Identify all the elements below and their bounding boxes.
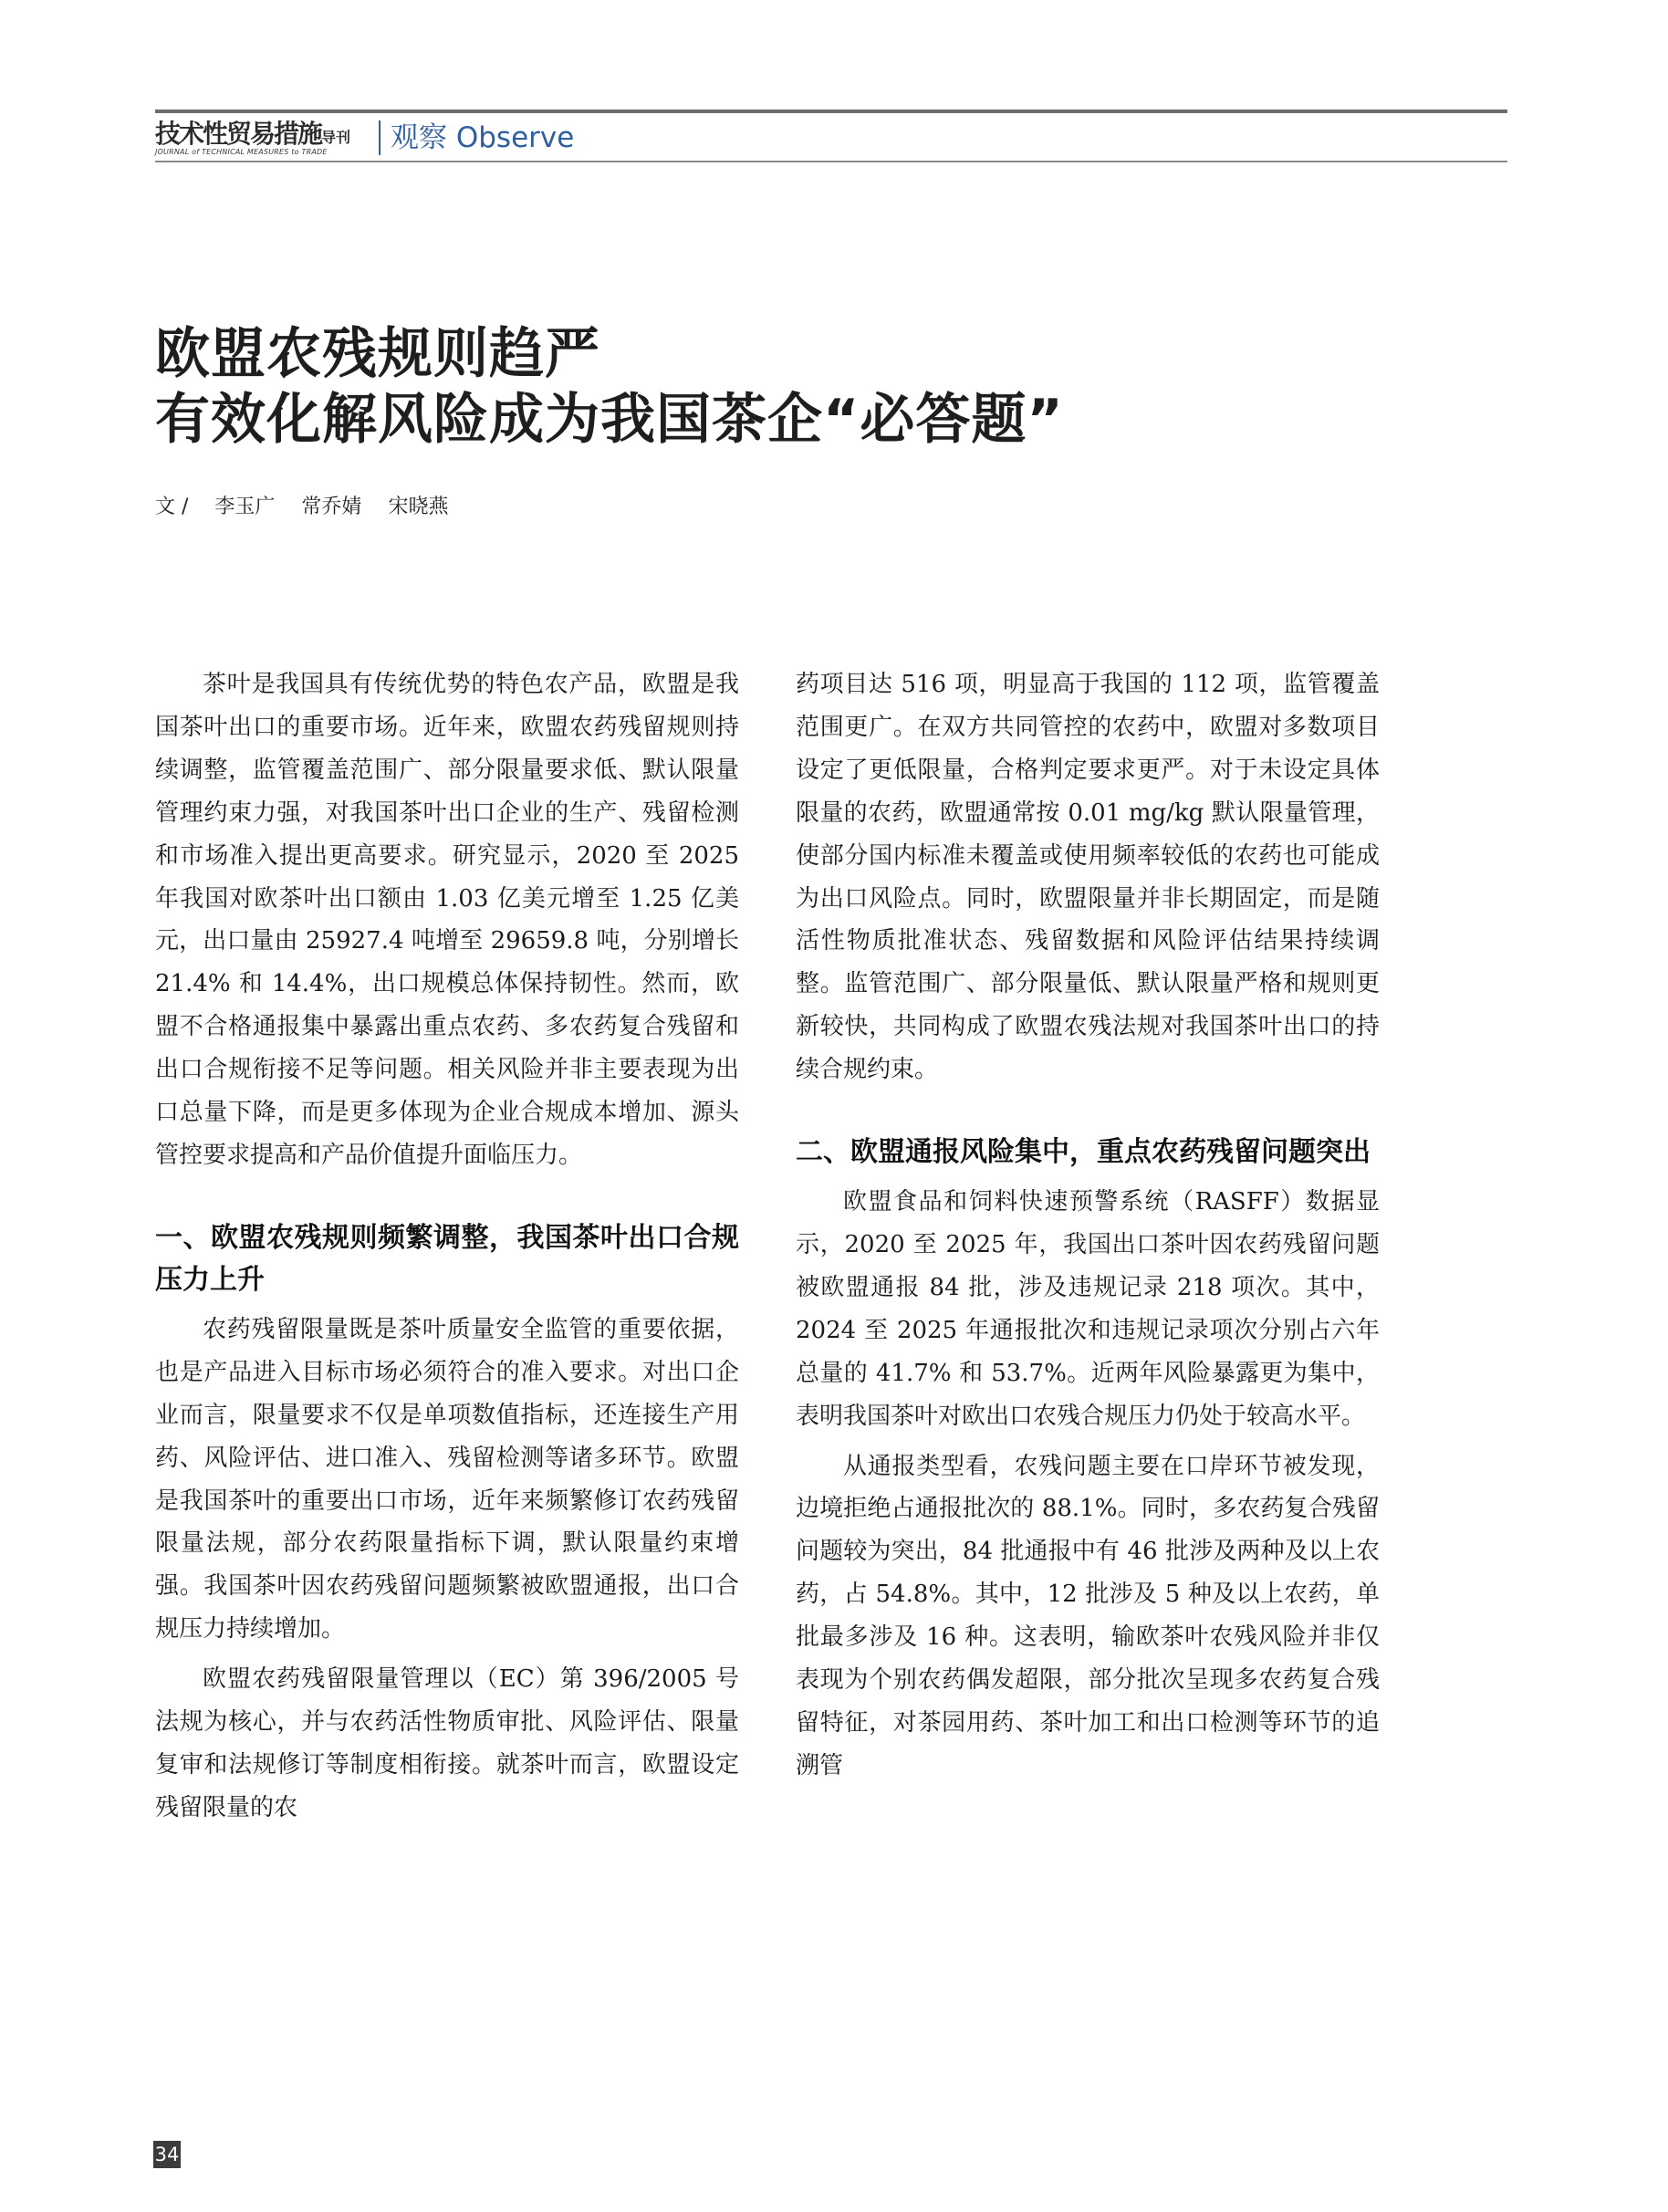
- journal-tag: 导刊: [321, 129, 351, 146]
- right-column: [796, 663, 1380, 1788]
- author-name: 李玉广: [214, 496, 276, 518]
- intro-paragraph: 茶叶是我国具有传统优势的特色农产品，欧盟是我国茶叶出口的重要市场。近年来，欧盟农药残留规则持续调整，监管覆盖范围广、部分限量要求低、默认限量管理约束力强，对我国茶叶出口企业的生产、残留检测和市场准入提出更高要求。研究显示，2020 至 2025 年我国对欧茶叶出口额由 1.03 亿美元增至 1.25 亿美元，出口量由 25927.4 吨增至 29659.8 吨，分别增长 21.4% 和 14.4%，出口规模总体保持韧性。然而，欧盟不合格通报集中暴露出重点农药、多农药复合残留和出口合规衔接不足等问题。相关风险并非主要表现为出口总量下降，而是更多体现为企业合规成本增加、源头管控要求提高和产品价值提升面临压力。: [155, 671, 739, 1169]
- byline-prefix: 文 /: [155, 496, 189, 518]
- byline: [155, 491, 448, 519]
- section-heading-1: 一、欧盟农残规则频繁调整，我国茶叶出口合规压力上升: [155, 1221, 739, 1296]
- body-paragraph-continued: 药项目达 516 项，明显高于我国的 112 项，监管覆盖范围更广。在双方共同管控的农药中，欧盟对多数项目设定了更低限量，合格判定要求更严。对于未设定具体限量的农药，欧盟通常按 0.01 mg/kg 默认限量管理，使部分国内标准未覆盖或使用频率较低的农药也可能成为出口风险点。同时，欧盟限量并非长期固定，而是随活性物质批准状态、残留数据和风险评估结果持续调整。监管范围广、部分限量低、默认限量严格和规则更新较快，共同构成了欧盟农残法规对我国茶叶出口的持续合规约束。: [796, 671, 1380, 1084]
- body-paragraph: 欧盟食品和饲料快速预警系统（RASFF）数据显示，2020 至 2025 年，我国出口茶叶因农药残留问题被欧盟通报 84 批，涉及违规记录 218 项次。其中，2024 至 2025 年通报批次和违规记录项次分别占六年总量的 41.7% 和 53.7%。近两年风险暴露更为集中，表明我国茶叶对欧出口农残合规压力仍处于较高水平。: [796, 1188, 1380, 1430]
- left-column: [155, 663, 739, 1830]
- journal-logo: [155, 120, 374, 159]
- body-paragraph: 欧盟农药残留限量管理以（EC）第 396/2005 号法规为核心，并与农药活性物质审批、风险评估、限量复审和法规修订等制度相衔接。就茶叶而言，欧盟设定残留限量的农: [155, 1665, 739, 1821]
- section-label: 观察 Observe: [391, 121, 575, 154]
- journal-english-name: JOURNAL of TECHNICAL MEASURES to TRADE: [155, 148, 328, 156]
- page-header: [155, 110, 1507, 162]
- title-line-1: 欧盟农残规则趋严: [155, 322, 600, 386]
- author-name: 常乔婧: [301, 496, 362, 518]
- header-bottom-rule: [155, 161, 1507, 162]
- section-heading-2: 二、欧盟通报风险集中，重点农药残留问题突出: [796, 1136, 1371, 1169]
- body-paragraph: 农药残留限量既是茶叶质量安全监管的重要依据，也是产品进入目标市场必须符合的准入要求。对出口企业而言，限量要求不仅是单项数值指标，还连接生产用药、风险评估、进口准入、残留检测等诸多环节。欧盟是我国茶叶的重要出口市场，近年来频繁修订农药残留限量法规，部分农药限量指标下调，默认限量约束增强。我国茶叶因农药残留问题频繁被欧盟通报，出口合规压力持续增加。: [155, 1315, 739, 1643]
- page-number: 34: [153, 2141, 181, 2168]
- article-title: [155, 321, 1064, 453]
- author-name: 宋晓燕: [388, 496, 449, 518]
- body-paragraph: 从通报类型看，农残问题主要在口岸环节被发现，边境拒绝占通报批次的 88.1%。同时，多农药复合残留问题较为突出，84 批通报中有 46 批涉及两种及以上农药，占 54.8%。其中，12 批涉及 5 种及以上农药，单批最多涉及 16 种。这表明，输欧茶叶农残风险并非仅表现为个别农药偶发超限，部分批次呈现多农药复合残留特征，对茶园用药、茶叶加工和出口检测等环节的追溯管: [796, 1452, 1380, 1779]
- title-line-2: 有效化解风险成为我国茶企“必答题”: [155, 388, 1064, 452]
- journal-name: 技术性贸易措施导刊: [155, 119, 351, 149]
- header-separator: [379, 120, 381, 155]
- header-top-rule: [155, 110, 1507, 113]
